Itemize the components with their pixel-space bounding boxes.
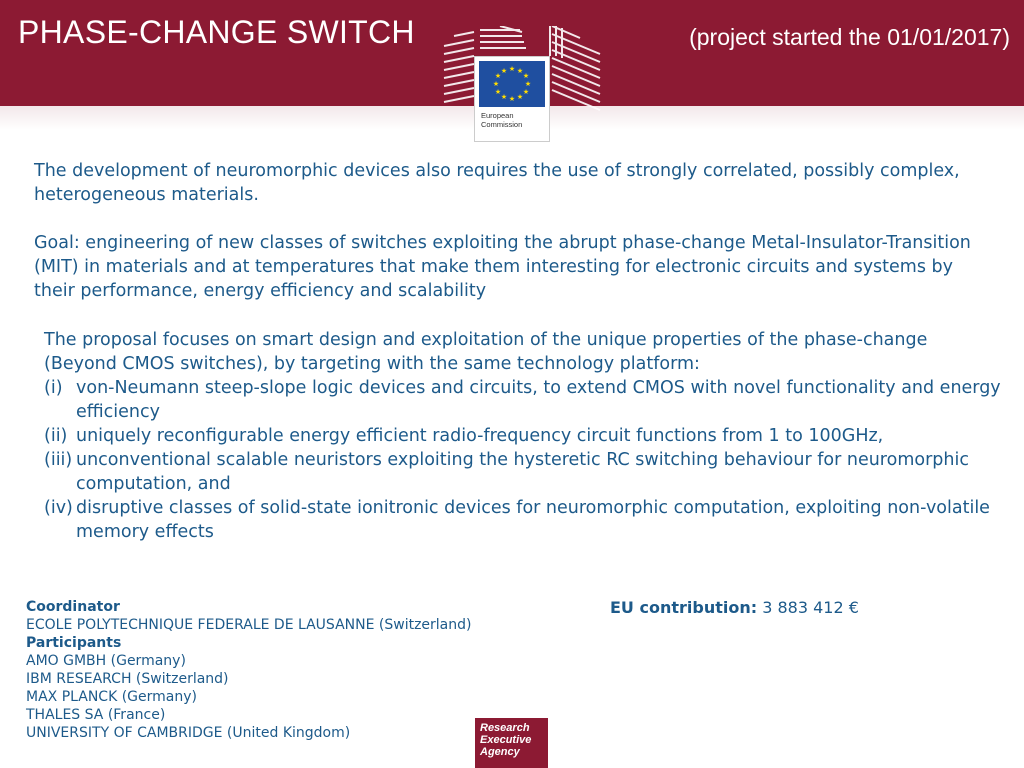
svg-text:★: ★ bbox=[494, 72, 502, 80]
logo-text-line1: European bbox=[481, 111, 514, 120]
svg-text:★: ★ bbox=[516, 93, 524, 101]
coordinator-name: ECOLE POLYTECHNIQUE FEDERALE DE LAUSANNE (Switzerland) bbox=[26, 617, 472, 633]
list-item-number: (ii) bbox=[44, 426, 68, 446]
list-item bbox=[44, 376, 1004, 424]
intro-paragraph: The development of neuromorphic devices also requires the use of strongly correlated, possibly complex, heterogeneous materials. bbox=[34, 161, 960, 205]
svg-text:★: ★ bbox=[500, 93, 508, 101]
project-start-date: (project started the 01/01/2017) bbox=[689, 24, 1010, 50]
svg-text:★: ★ bbox=[508, 65, 516, 73]
page-title: PHASE-CHANGE SWITCH bbox=[18, 14, 415, 50]
list-item-number: (iii) bbox=[44, 450, 73, 470]
list-item-text: von-Neumann steep-slope logic devices and circuits, to extend CMOS with novel functionality and energy efficiency bbox=[76, 378, 1001, 422]
svg-text:★: ★ bbox=[522, 88, 530, 96]
rea-logo bbox=[475, 718, 548, 768]
list-item-number: (iv) bbox=[44, 498, 73, 518]
svg-text:★: ★ bbox=[522, 72, 530, 80]
logo-text-line2: Commission bbox=[481, 120, 523, 129]
eu-contribution-value: 3 883 412 € bbox=[762, 598, 859, 617]
participant-item: MAX PLANCK (Germany) bbox=[26, 689, 197, 705]
list-item bbox=[44, 496, 1004, 544]
list-item-text: disruptive classes of solid-state ionitronic devices for neuromorphic computation, exploiting non-volatile memory effects bbox=[76, 498, 990, 542]
participant-item: THALES SA (France) bbox=[26, 707, 166, 723]
svg-text:★: ★ bbox=[492, 80, 500, 88]
svg-text:★: ★ bbox=[516, 67, 524, 75]
proposal-paragraph: The proposal focuses on smart design and exploitation of the unique properties of the phase-change (Beyond CMOS switches), by targeting with the same technology platform: bbox=[44, 330, 928, 374]
participant-item: IBM RESEARCH (Switzerland) bbox=[26, 671, 229, 687]
svg-text:★: ★ bbox=[494, 88, 502, 96]
eu-flag-icon bbox=[479, 61, 545, 107]
participants-label: Participants bbox=[26, 635, 122, 651]
consortium-block bbox=[26, 598, 471, 742]
list-item bbox=[44, 448, 1004, 496]
svg-text:★: ★ bbox=[524, 80, 532, 88]
svg-text:★: ★ bbox=[508, 95, 516, 103]
rea-logo-line2: Executive bbox=[480, 734, 532, 746]
eu-contribution-label: EU contribution: bbox=[610, 598, 758, 617]
list-item bbox=[44, 424, 1004, 448]
goal-paragraph: Goal: engineering of new classes of switches exploiting the abrupt phase-change Metal-Insulator-Transition (MIT) in materials and at temperatures that make them interesting for electronic circuits and systems by their performance, energy efficiency and scalability bbox=[34, 233, 971, 301]
rea-logo-line3: Agency bbox=[480, 746, 520, 758]
svg-text:★: ★ bbox=[500, 67, 508, 75]
list-item-text: unconventional scalable neuristors exploiting the hysteretic RC switching behaviour for neuromorphic computation, and bbox=[76, 450, 969, 494]
participant-item: UNIVERSITY OF CAMBRIDGE (United Kingdom) bbox=[26, 725, 351, 741]
list-item-number: (i) bbox=[44, 378, 63, 398]
list-item-text: uniquely reconfigurable energy efficient radio-frequency circuit functions from 1 to 100GHz, bbox=[76, 426, 884, 446]
objectives-list bbox=[44, 376, 1004, 544]
rea-logo-line1: Research bbox=[480, 722, 530, 734]
eu-contribution bbox=[610, 598, 859, 617]
european-commission-logo bbox=[474, 56, 550, 142]
participant-item: AMO GMBH (Germany) bbox=[26, 653, 186, 669]
coordinator-label: Coordinator bbox=[26, 599, 120, 615]
